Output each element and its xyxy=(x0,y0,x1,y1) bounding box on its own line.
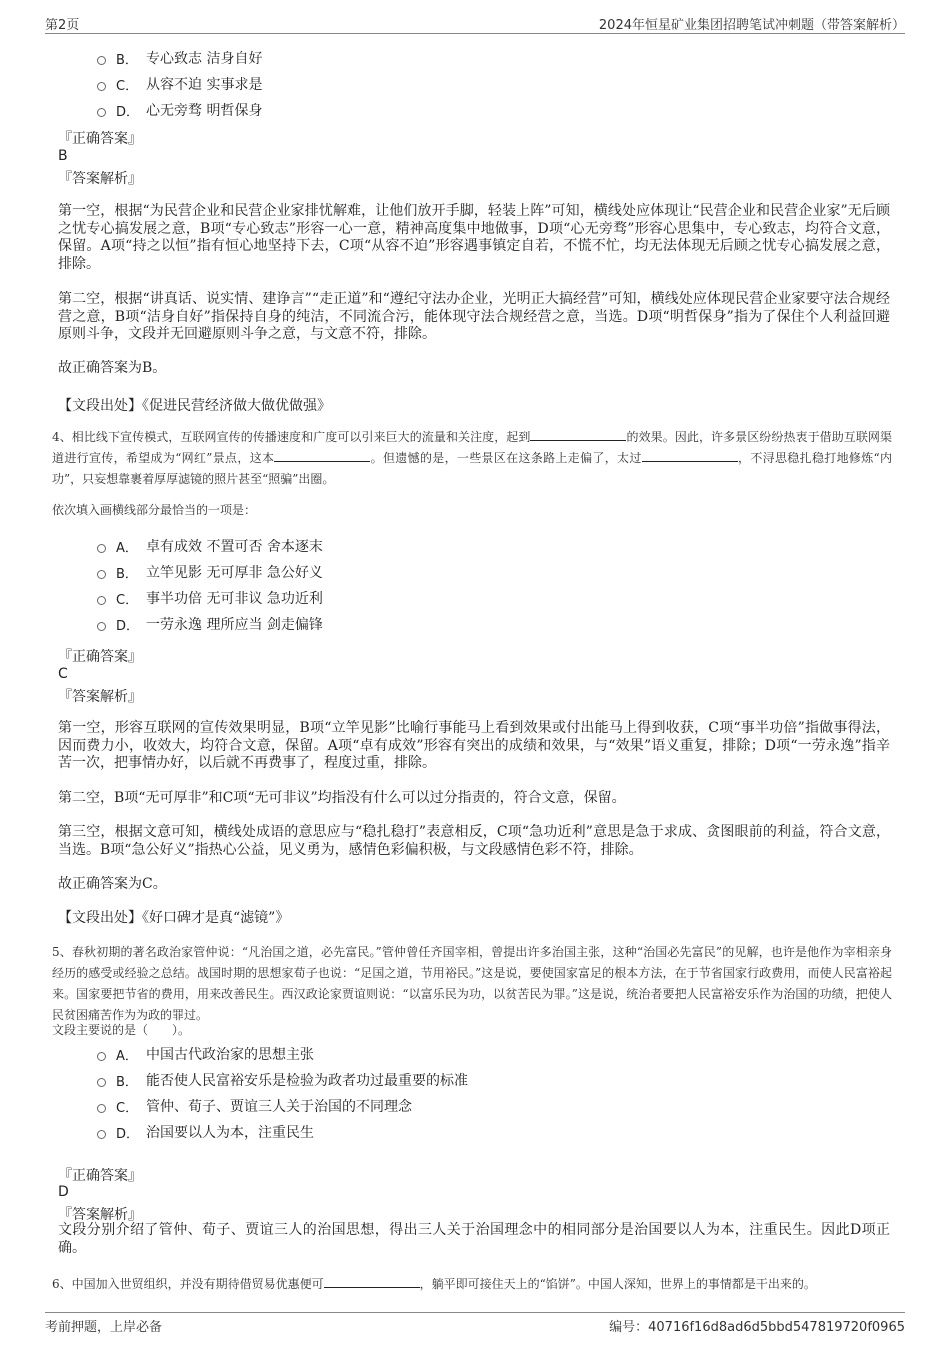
radio-icon[interactable] xyxy=(97,1130,106,1139)
q3-analysis-para-2: 第二空，根据“讲真话、说实情、建诤言”“走正道”和“遵纪守法办企业，光明正大搞经营”可知，横线处应体现民营企业家要守法合规经营之意，B项“洁身自好”指保持自身的纯洁，不同流合污，能体现守法合规经营之意，当选。D项“明哲保身”指为了保住个人利益回避原则斗争，文段并无回避原则斗争之意，与文意不符，排除。 xyxy=(58,291,890,342)
radio-icon[interactable] xyxy=(97,1052,106,1061)
page-footer xyxy=(45,1312,905,1334)
q4-option-c[interactable]: C． 事半功倍 无可非议 急功近利 xyxy=(97,588,323,608)
q5-option-d[interactable]: D． 治国要以人为本，注重民生 xyxy=(97,1122,314,1142)
radio-icon[interactable] xyxy=(97,1104,106,1113)
radio-icon[interactable] xyxy=(97,596,106,605)
radio-icon[interactable] xyxy=(97,82,106,91)
q5-option-a[interactable]: A． 中国古代政治家的思想主张 xyxy=(97,1044,314,1064)
q5-prompt: 文段主要说的是（ ）。 xyxy=(52,1023,191,1037)
q4-option-a[interactable]: A． 卓有成效 不置可否 舍本逐末 xyxy=(97,536,323,556)
q4-answer: C xyxy=(58,666,68,682)
q4-source: 【文段出处】《好口碑才是真“滤镜”》 xyxy=(58,910,290,926)
q4-analysis-para-3: 第三空，根据文意可知，横线处成语的意思应与“稳扎稳打”表意相反，C项“急功近利”意思是急于求成、贪图眼前的利益，符合文意，当选。B项“急公好义”指热心公益，见义勇为，感情色彩偏积极，与文段感情色彩不符，排除。 xyxy=(58,824,890,858)
fill-blank[interactable] xyxy=(530,429,626,441)
fill-blank[interactable] xyxy=(274,450,370,462)
q3-option-d[interactable]: D． 心无旁骛 明哲保身 xyxy=(97,100,262,120)
radio-icon[interactable] xyxy=(97,56,106,65)
q4-analysis-para-2: 第二空，B项“无可厚非”和C项“无可非议”均指没有什么可以过分指责的，符合文意，保留。 xyxy=(58,790,626,806)
page-header xyxy=(45,12,905,34)
q4-option-b[interactable]: B． 立竿见影 无可厚非 急公好义 xyxy=(97,562,323,582)
q5-option-c[interactable]: C． 管仲、荀子、贾谊三人关于治国的不同理念 xyxy=(97,1096,412,1116)
fill-blank[interactable] xyxy=(324,1276,420,1288)
q3-source: 【文段出处】《促进民营经济做大做优做强》 xyxy=(58,398,331,414)
q5-option-b[interactable]: B． 能否使人民富裕安乐是检验为政者功过最重要的标准 xyxy=(97,1070,468,1090)
fill-blank[interactable] xyxy=(642,450,738,462)
q4-stem: 4、相比线下宣传模式，互联网宣传的传播速度和广度可以引来巨大的流量和关注度，起到 的效果。因此，许多景区纷纷热衷于借助互联网渠道进行宣传，希望成为“网红”景点，这本 。但遗憾的是，一些景区在这条路上走偏了，太过 ，不浔思稳扎稳打地修炼“内功”，只妄想靠裹着厚厚滤镜的照片甚至“照骗”出圈。 xyxy=(52,430,892,486)
q4-option-d[interactable]: D． 一劳永逸 理所应当 剑走偏锋 xyxy=(97,614,323,634)
document-id: 编号：40716f16d8ad6d5bbd547819720f0965 xyxy=(609,1320,905,1335)
radio-icon[interactable] xyxy=(97,108,106,117)
q5-answer-label: 『正确答案』 xyxy=(58,1168,142,1184)
radio-icon[interactable] xyxy=(97,570,106,579)
q6-stem: 6、中国加入世贸组织，并没有期待借贸易优惠便可 ，躺平即可接住天上的“馅饼”。中国人深知，世界上的事情都是干出来的。 xyxy=(52,1277,816,1291)
q5-answer: D xyxy=(58,1184,69,1200)
q3-analysis-label: 『答案解析』 xyxy=(58,171,142,187)
radio-icon[interactable] xyxy=(97,544,106,553)
q4-answer-label: 『正确答案』 xyxy=(58,649,142,665)
footer-slogan: 考前押题，上岸必备 xyxy=(45,1320,163,1335)
q4-analysis-conclusion: 故正确答案为C。 xyxy=(58,876,167,892)
q3-answer-label: 『正确答案』 xyxy=(58,131,142,147)
q5-stem: 5、春秋初期的著名政治家管仲说：“凡治国之道，必先富民。”管仲曾任齐国宰相，曾提出许多治国主张，这种“治国必先富民”的见解，也许是他作为宰相亲身经历的感受或经验之总结。战国时期的思想家荀子也说：“足国之道，节用裕民。”这是说，要使国家富足的根本方法，在于节省国家行政费用，而使人民富裕起来。国家要把节省的费用，用来改善民生。西汉政论家贾谊则说：“以富乐民为功，以贫苦民为罪。”这是说，统治者要把人民富裕安乐作为治国的功绩，把使人民贫困痛苦作为为政的罪过。 xyxy=(52,945,892,1022)
radio-icon[interactable] xyxy=(97,622,106,631)
q3-answer: B xyxy=(58,148,68,164)
page-number: 第2页 xyxy=(45,18,80,33)
q4-analysis-label: 『答案解析』 xyxy=(58,689,142,705)
q4-analysis-para-1: 第一空，形容互联网的宣传效果明显，B项“立竿见影”比喻行事能马上看到效果或付出能马上得到收获，C项“事半功倍”指做事得法，因而费力小，收效大，均符合文意，保留。A项“卓有成效”形容有突出的成绩和效果，与“效果”语义重复，排除；D项“一劳永逸”指辛苦一次，把事情办好，以后就不再费事了，程度过重，排除。 xyxy=(58,720,890,771)
q3-analysis-para-1: 第一空，根据“为民营企业和民营企业家排忧解难，让他们放开手脚，轻装上阵”可知，横线处应体现让“民营企业和民营企业家”无后顾之忧专心搞发展之意，B项“专心致志”形容一心一意，精神高度集中地做事，D项“心无旁骛”形容心思集中，专心致志，均符合文意，保留。A项“持之以恒”指有恒心地坚持下去，C项“从容不迫”形容遇事镇定自若，不慌不忙，均无法体现无后顾之忧专心搞发展之意，排除。 xyxy=(58,203,890,272)
q4-prompt: 依次填入画横线部分最恰当的一项是： xyxy=(52,503,257,517)
document-title: 2024年恒星矿业集团招聘笔试冲刺题（带答案解析） xyxy=(598,18,905,33)
q5-analysis-label: 『答案解析』 xyxy=(58,1207,142,1223)
radio-icon[interactable] xyxy=(97,1078,106,1087)
q3-option-b[interactable]: B． 专心致志 洁身自好 xyxy=(97,48,262,68)
q5-analysis: 文段分别介绍了管仲、荀子、贾谊三人的治国思想，得出三人关于治国理念中的相同部分是治国要以人为本，注重民生。因此D项正确。 xyxy=(58,1222,890,1256)
q3-option-c[interactable]: C． 从容不迫 实事求是 xyxy=(97,74,262,94)
q3-analysis-conclusion: 故正确答案为B。 xyxy=(58,360,167,376)
